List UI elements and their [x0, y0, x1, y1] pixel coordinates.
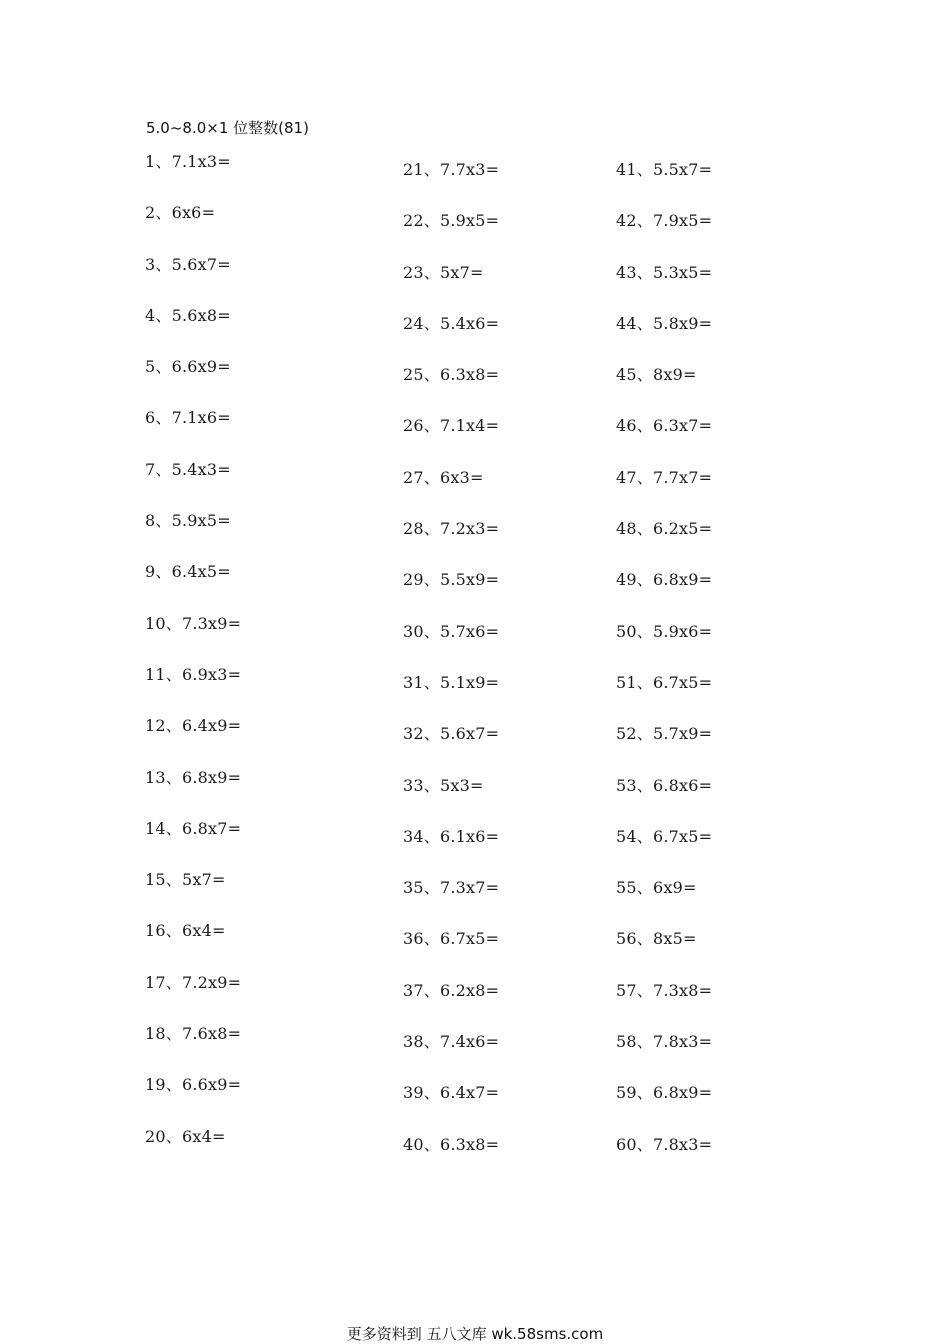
- problem-item: 10、7.3x9=: [145, 613, 242, 633]
- problem-item: 37、6.2x8=: [403, 980, 500, 1000]
- problem-item: 25、6.3x8=: [403, 365, 500, 385]
- problem-item: 7、5.4x3=: [145, 459, 231, 479]
- problem-item: 19、6.6x9=: [145, 1075, 242, 1095]
- problem-item: 55、6x9=: [616, 878, 697, 898]
- problem-item: 20、6x4=: [145, 1126, 226, 1146]
- problem-column-2: [403, 160, 623, 1186]
- problem-item: 32、5.6x7=: [403, 724, 500, 744]
- problem-item: 39、6.4x7=: [403, 1083, 500, 1103]
- problem-item: 45、8x9=: [616, 365, 697, 385]
- problem-item: 29、5.5x9=: [403, 570, 500, 590]
- problem-item: 38、7.4x6=: [403, 1032, 500, 1052]
- problem-item: 54、6.7x5=: [616, 826, 713, 846]
- problem-item: 23、5x7=: [403, 262, 484, 282]
- problem-item: 21、7.7x3=: [403, 160, 500, 179]
- problem-item: 6、7.1x6=: [145, 408, 231, 428]
- problem-item: 41、5.5x7=: [616, 160, 713, 179]
- problem-item: 16、6x4=: [145, 921, 226, 941]
- problem-item: 47、7.7x7=: [616, 467, 713, 487]
- problem-item: 8、5.9x5=: [145, 511, 231, 531]
- problem-item: 56、8x5=: [616, 929, 697, 949]
- problem-item: 51、6.7x5=: [616, 672, 713, 692]
- problem-item: 13、6.8x9=: [145, 767, 242, 787]
- problem-item: 44、5.8x9=: [616, 313, 713, 333]
- problem-item: 17、7.2x9=: [145, 972, 242, 992]
- problem-item: 42、7.9x5=: [616, 211, 713, 231]
- problem-item: 18、7.6x8=: [145, 1024, 242, 1044]
- problem-item: 36、6.7x5=: [403, 929, 500, 949]
- problem-item: 27、6x3=: [403, 467, 484, 487]
- problem-item: 49、6.8x9=: [616, 570, 713, 590]
- problem-item: 3、5.6x7=: [145, 254, 231, 274]
- problem-item: 28、7.2x3=: [403, 519, 500, 539]
- footer-watermark: 更多资料到 五八文库 wk.58sms.com: [346, 1325, 604, 1343]
- problem-item: 14、6.8x7=: [145, 818, 242, 838]
- problem-item: 53、6.8x6=: [616, 775, 713, 795]
- problem-item: 31、5.1x9=: [403, 672, 500, 692]
- problem-item: 24、5.4x6=: [403, 313, 500, 333]
- problem-item: 34、6.1x6=: [403, 826, 500, 846]
- problem-item: 4、5.6x8=: [145, 305, 231, 325]
- problem-column-3: [616, 160, 836, 1186]
- problem-item: 58、7.8x3=: [616, 1032, 713, 1052]
- problem-item: 52、5.7x9=: [616, 724, 713, 744]
- problem-item: 22、5.9x5=: [403, 211, 500, 231]
- problem-item: 12、6.4x9=: [145, 716, 242, 736]
- problem-item: 60、7.8x3=: [616, 1134, 713, 1154]
- problem-item: 2、6x6=: [145, 203, 216, 223]
- problem-item: 33、5x3=: [403, 775, 484, 795]
- problem-column-1: [145, 152, 365, 1178]
- problem-item: 5、6.6x9=: [145, 357, 231, 377]
- worksheet-title: 5.0~8.0×1 位整数(81): [146, 119, 309, 137]
- problem-item: 48、6.2x5=: [616, 519, 713, 539]
- problem-item: 11、6.9x3=: [145, 664, 242, 684]
- problem-item: 15、5x7=: [145, 870, 226, 890]
- problem-item: 40、6.3x8=: [403, 1134, 500, 1154]
- problem-item: 50、5.9x6=: [616, 621, 713, 641]
- problem-item: 35、7.3x7=: [403, 878, 500, 898]
- problem-item: 1、7.1x3=: [145, 152, 231, 171]
- problem-item: 59、6.8x9=: [616, 1083, 713, 1103]
- problem-item: 57、7.3x8=: [616, 980, 713, 1000]
- problem-item: 26、7.1x4=: [403, 416, 500, 436]
- problem-item: 46、6.3x7=: [616, 416, 713, 436]
- problem-item: 30、5.7x6=: [403, 621, 500, 641]
- problem-item: 9、6.4x5=: [145, 562, 231, 582]
- problem-item: 43、5.3x5=: [616, 262, 713, 282]
